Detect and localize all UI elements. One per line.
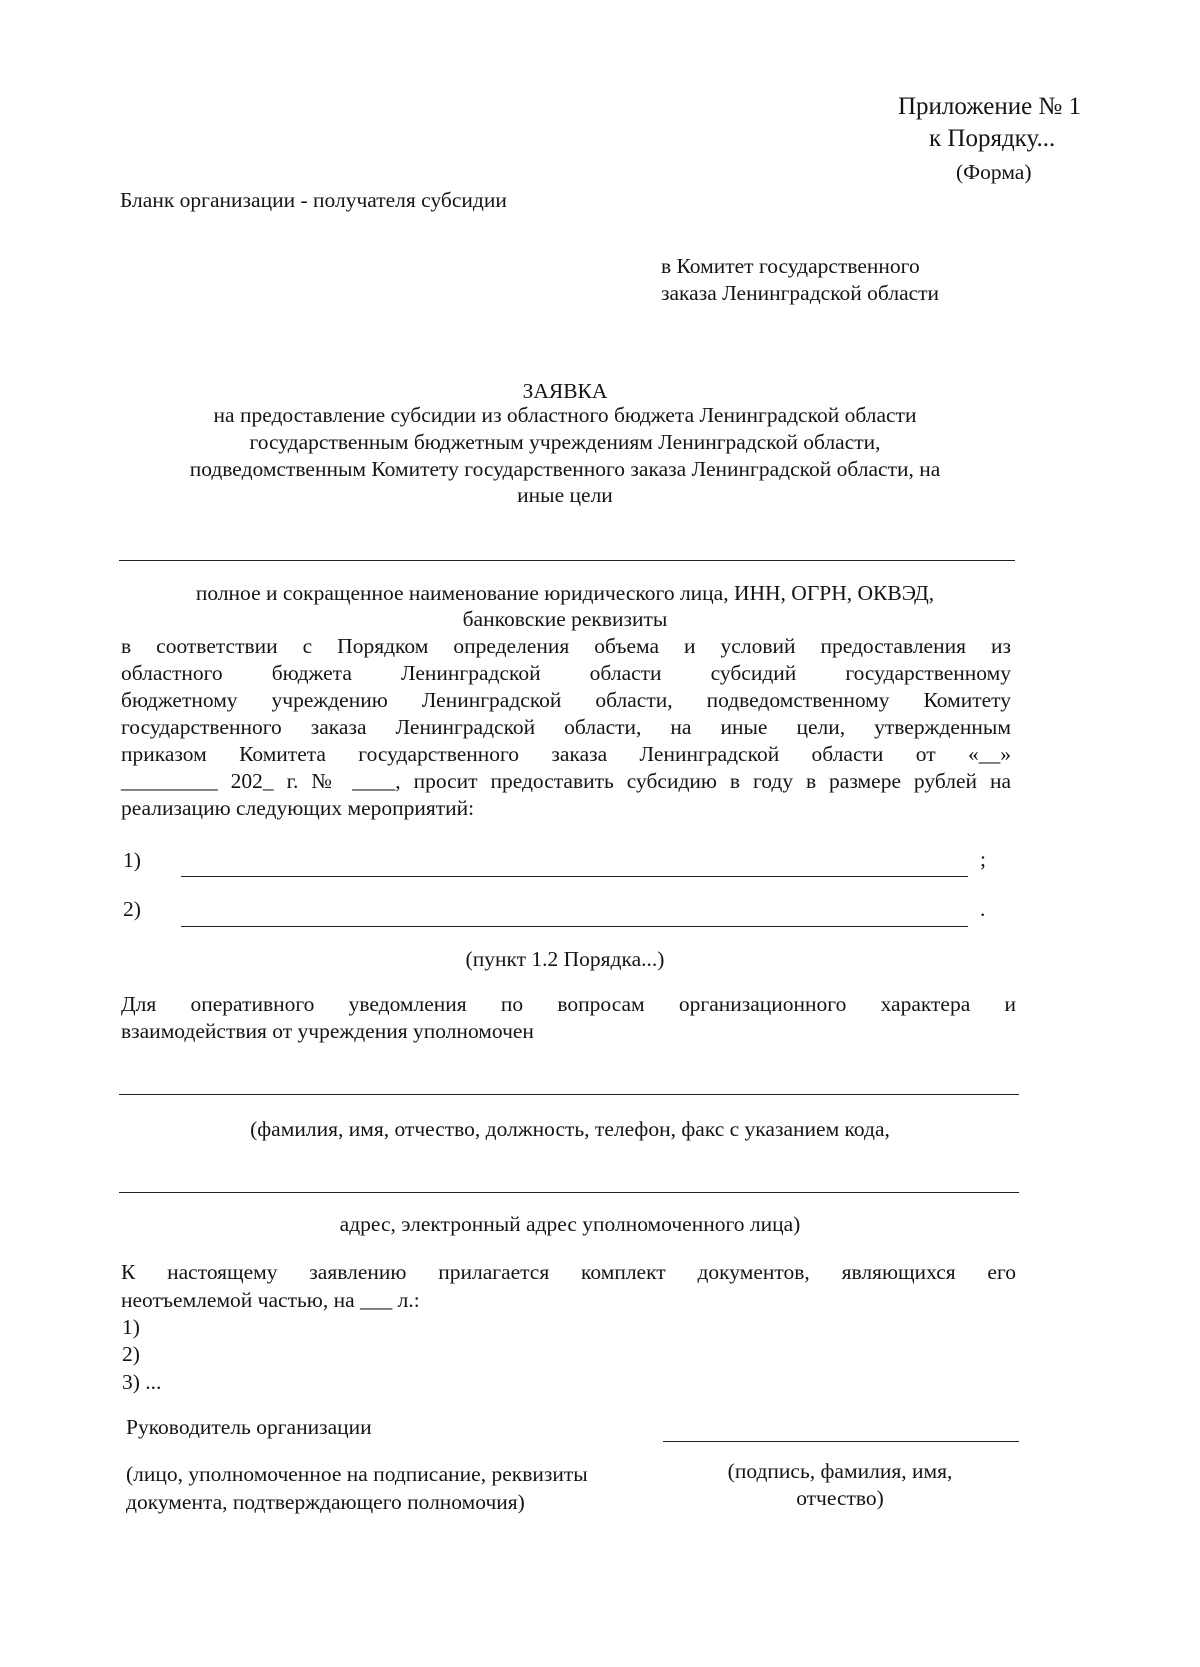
attachment-item-1: 1) — [122, 1315, 140, 1339]
body-line-6: _________ 202_ г. № ____, просит предоставить субсидию в году в размере рублей на — [121, 769, 1011, 793]
title-line-3: подведомственным Комитету государственного заказа Ленинградской области, на — [189, 457, 941, 481]
event-number-2: 2) — [123, 897, 141, 921]
recipient-line-2: заказа Ленинградской области — [661, 281, 940, 305]
head-of-organization-label: Руководитель организации — [126, 1415, 372, 1439]
signature-caption-line-2: отчество) — [796, 1486, 884, 1510]
appendix-label: Приложение № 1 — [898, 93, 1082, 120]
body-line-5: приказом Комитета государственного заказа Ленинградской области от «__» — [121, 742, 1011, 766]
attachment-item-3: 3) ... — [122, 1370, 162, 1394]
org-caption-line-2: банковские реквизиты — [462, 607, 668, 631]
attachments-line-1: К настоящему заявлению прилагается комплект документов, являющихся его — [121, 1260, 1016, 1284]
signature-field-line[interactable] — [663, 1441, 1019, 1442]
contact-field-line-2[interactable] — [119, 1192, 1019, 1193]
title-line-4: иные цели — [517, 483, 613, 507]
body-line-1: в соответствии с Порядком определения объема и условий предоставления из — [121, 634, 1011, 658]
recipient-line-1: в Комитет государственного — [661, 254, 920, 278]
contact-line-2: взаимодействия от учреждения уполномочен — [121, 1019, 534, 1043]
event-field-line-2[interactable] — [181, 926, 968, 927]
attachments-line-2: неотъемлемой частью, на ___ л.: — [121, 1288, 420, 1312]
event-field-line-1[interactable] — [181, 876, 968, 877]
form-label: (Форма) — [956, 160, 1032, 184]
body-line-4: государственного заказа Ленинградской области, на иные цели, утвержденным — [121, 715, 1011, 739]
event-number-1: 1) — [123, 848, 141, 872]
letterhead-label: Бланк организации - получателя субсидии — [120, 188, 507, 212]
event-end-mark-2: . — [980, 897, 986, 921]
contact-line-1: Для оперативного уведомления по вопросам организационного характера и — [121, 992, 1016, 1016]
body-line-7: реализацию следующих мероприятий: — [121, 796, 475, 820]
document-title: ЗАЯВКА — [522, 379, 608, 403]
title-line-2: государственным бюджетным учреждениям Ленинградской области, — [249, 430, 881, 454]
title-line-1: на предоставление субсидии из областного бюджета Ленинградской области — [213, 403, 917, 427]
appendix-reference: к Порядку... — [929, 125, 1056, 152]
events-note: (пункт 1.2 Порядка...) — [465, 947, 665, 971]
contact-field-line-1[interactable] — [119, 1094, 1019, 1095]
body-line-2: областного бюджета Ленинградской области субсидий государственному — [121, 661, 1011, 685]
signatory-caption-line-1: (лицо, уполномоченное на подписание, реквизиты — [126, 1462, 588, 1486]
org-name-field-line[interactable] — [119, 560, 1015, 561]
signatory-caption-line-2: документа, подтверждающего полномочия) — [126, 1490, 525, 1514]
attachment-item-2: 2) — [122, 1342, 140, 1366]
org-caption-line-1: полное и сокращенное наименование юридического лица, ИНН, ОГРН, ОКВЭД, — [195, 581, 935, 605]
body-line-3: бюджетному учреждению Ленинградской области, подведомственному Комитету — [121, 688, 1011, 712]
contact-caption-1: (фамилия, имя, отчество, должность, телефон, факс с указанием кода, — [250, 1117, 890, 1141]
contact-caption-2: адрес, электронный адрес уполномоченного лица) — [339, 1212, 801, 1236]
signature-caption-line-1: (подпись, фамилия, имя, — [727, 1459, 953, 1483]
event-end-mark-1: ; — [980, 847, 986, 871]
